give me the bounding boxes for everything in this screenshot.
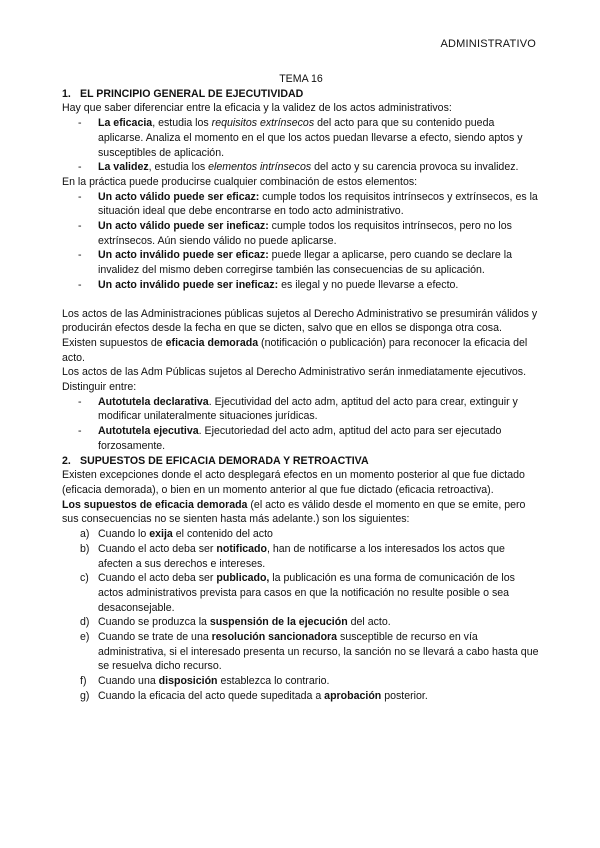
list-item (80, 571, 540, 615)
dash-marker: - (78, 220, 82, 233)
list-marker: d) (80, 616, 90, 629)
list-marker: e) (80, 631, 90, 644)
bold-term: Un acto inválido puede ser ineficaz: (98, 278, 279, 291)
combination-intro: En la práctica puede producirse cualquier combinación de estos elementos: (62, 175, 418, 188)
italic-term: elementos intrínsecos (208, 161, 312, 174)
text: (el acto es válido desde el momento en que se emite, pero sus consecuencias no se sienten hasta más adelante.) son los siguientes: (62, 498, 526, 526)
list-item (78, 160, 540, 175)
bold-term: suspensión de la ejecución (209, 616, 348, 629)
bold-term: La validez (98, 161, 149, 174)
list-item-text (98, 395, 540, 424)
text: . Ejecutividad del acto adm, aptitud del acto para crear, extinguir y modificar unilateralmente situaciones jurídicas. (98, 395, 518, 423)
list-item-text (98, 689, 540, 704)
text: Cuando lo (98, 528, 150, 541)
list-item-text (98, 116, 540, 160)
text: del acto y su carencia provoca su invalidez. (311, 161, 519, 174)
bold-term: aprobación (324, 689, 382, 702)
bold-term: publicado, (216, 572, 270, 585)
section-title: SUPUESTOS DE EFICACIA DEMORADA Y RETROACTIVA (80, 454, 369, 467)
text: Cuando el acto deba ser (98, 572, 217, 585)
dash-marker: - (78, 395, 82, 408)
list-item (78, 219, 540, 248)
text: Cuando la eficacia del acto quede supeditada a (98, 689, 325, 702)
paragraph (62, 336, 540, 365)
dash-marker: - (78, 117, 82, 130)
paragraph: Los actos de las Administraciones públicas sujetos al Derecho Administrativo se presumirán válidos y producirán efectos desde la fecha en que se dicten, salvo que en ellos se disponga otra cosa. (62, 307, 538, 335)
list-item-text (98, 219, 540, 248)
list-item-text (98, 630, 540, 674)
spacer (62, 293, 540, 307)
text: la publicación es una forma de comunicación de los actos administrativos prevista para casos en que la notificación no resulte posible o sea desaconsejable. (98, 572, 515, 614)
intro-paragraph: Hay que saber diferenciar entre la eficacia y la validez de los actos administrativos: (62, 102, 452, 115)
text: el contenido del acto (172, 528, 273, 541)
list-item (80, 630, 540, 674)
text: cumple todos los requisitos intrínsecos y extrínsecos, es la situación ideal que debe encontrarse en todo acto administrativo. (98, 190, 538, 218)
list-item (80, 615, 540, 630)
text: , estudia los (148, 161, 209, 174)
list-item (80, 674, 540, 689)
list-item-text (98, 278, 540, 293)
text: posterior. (381, 689, 428, 702)
text: Cuando el acto deba ser (98, 542, 217, 555)
list-marker: c) (80, 572, 89, 585)
tema-title: TEMA 16 (279, 73, 323, 85)
list-item-text (98, 190, 540, 219)
section-title: EL PRINCIPIO GENERAL DE EJECUTIVIDAD (80, 87, 304, 100)
text: susceptible de recurso en vía administrativa, si el interesado presenta un recurso, la sanción no se llevará a cabo hasta que se resuelva dicho recurso. (98, 631, 539, 673)
bold-term: Un acto inválido puede ser eficaz: (98, 249, 269, 262)
list-item-text (98, 674, 540, 689)
bold-term: eficacia demorada (165, 336, 259, 349)
text: cumple todos los requisitos intrínsecos, pero no los extrínsecos. Aún siendo válido no puede aplicarse. (98, 220, 512, 247)
list-item (78, 116, 540, 160)
document-body (62, 72, 540, 704)
text: Existen supuestos de (62, 336, 166, 349)
list-marker: b) (80, 542, 90, 555)
section-number: 1. (62, 87, 71, 100)
text: (notificación o publicación) para reconocer la eficacia del acto. (62, 336, 528, 364)
bold-term: exija (149, 528, 173, 541)
list-item (78, 424, 540, 453)
text: Cuando se produzca la (98, 616, 210, 629)
page-header: ADMINISTRATIVO (440, 38, 536, 50)
list-item (80, 542, 540, 571)
bold-term: disposición (158, 675, 218, 688)
paragraph: Distinguir entre: (62, 381, 137, 394)
section-heading-2 (62, 454, 540, 469)
list-item-text (98, 527, 540, 542)
list-item (80, 689, 540, 704)
list-item (78, 248, 540, 277)
text: Cuando una (98, 675, 159, 688)
dash-marker: - (78, 249, 82, 262)
paragraph (62, 498, 540, 527)
list-item-text (98, 160, 540, 175)
list-item (78, 190, 540, 219)
bold-term: Un acto válido puede ser eficaz: (98, 190, 260, 203)
list-item-text (98, 542, 540, 571)
bold-term: Un acto válido puede ser ineficaz: (98, 220, 269, 233)
bold-term: La eficacia (98, 117, 153, 130)
dash-marker: - (78, 278, 82, 291)
text: . Ejecutoriedad del acto adm, aptitud del acto para ser ejecutado forzosamente. (98, 425, 502, 452)
paragraph: Existen excepciones donde el acto desplegará efectos en un momento posterior al que fue dictado (eficacia demorada), o bien en un momento anterior al que fue dictado (eficacia retroactiva). (62, 469, 525, 496)
list-item-text (98, 248, 540, 277)
list-marker: g) (80, 689, 90, 702)
list-item (80, 527, 540, 542)
section-number: 2. (62, 454, 71, 467)
text: es ilegal y no puede llevarse a efecto. (278, 278, 459, 291)
bold-term: resolución sancionadora (211, 631, 338, 644)
list-item-text (98, 571, 540, 615)
bold-term: Autotutela ejecutiva (98, 425, 199, 438)
text: establezca lo contrario. (217, 675, 330, 688)
list-item-text (98, 424, 540, 453)
dash-marker: - (78, 161, 82, 174)
section-heading-1 (62, 87, 540, 102)
list-marker: a) (80, 528, 90, 541)
bold-term: Los supuestos de eficacia demorada (62, 498, 248, 511)
text: del acto. (347, 616, 391, 629)
text: , estudia los (152, 117, 212, 130)
list-item (78, 278, 540, 293)
dash-marker: - (78, 190, 82, 203)
text: puede llegar a aplicarse, pero cuando se declare la invalidez del mismo deben corregirse también las consecuencias de su aplicación. (98, 249, 512, 277)
list-item-text (98, 615, 540, 630)
bold-term: Autotutela declarativa (98, 395, 209, 408)
text: Cuando se trate de una (98, 631, 212, 644)
dash-marker: - (78, 425, 82, 438)
bold-term: notificado (216, 542, 268, 555)
text: , han de notificarse a los interesados los actos que afecten a sus derechos e intereses. (98, 542, 505, 570)
list-marker: f) (80, 675, 87, 688)
text: del acto para que su contenido pueda aplicarse. Analiza el momento en el que los actos puedan llevarse a efecto, siendo aptos y susceptibles de aplicación. (98, 117, 523, 159)
paragraph: Los actos de las Adm Públicas sujetos al Derecho Administrativo serán inmediatamente ejecutivos. (62, 366, 527, 379)
list-item (78, 395, 540, 424)
italic-term: requisitos extrínsecos (211, 117, 315, 130)
